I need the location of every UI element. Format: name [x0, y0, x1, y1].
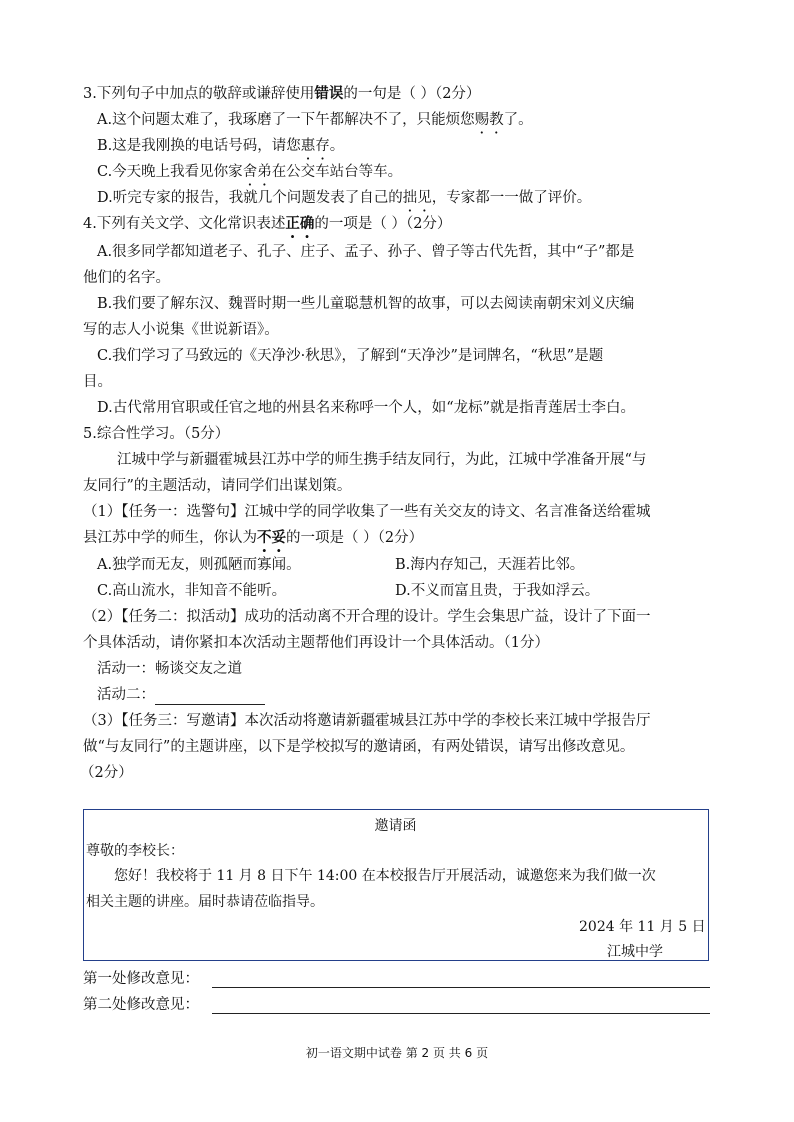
letter-signature: 江城中学: [607, 944, 663, 960]
letter-salutation: 尊敬的李校长：: [86, 843, 184, 859]
q4-stem: 4.下列有关文学、文化常识表述正确的一项是（ ）（2分）: [83, 215, 452, 232]
q5-task2-line2: 个具体活动，请你紧扣本次活动主题帮他们再设计一个具体活动。（1分）: [83, 635, 549, 651]
revision-second-label: 第二处修改意见：: [83, 997, 199, 1013]
q5-activity1: 活动一：畅谈交友之道: [97, 661, 242, 677]
q4-option-c-line2: 目。: [83, 374, 112, 390]
invitation-letter: [83, 809, 709, 961]
q5-activity2: 活动二：: [97, 685, 265, 705]
q5-task1-line1: （1）【任务一：选警句】江城中学的同学收集了一些有关交友的诗文、名言准备送给霍城: [83, 504, 651, 520]
q5-option-b: B.海内存知己，天涯若比邻。: [395, 557, 585, 573]
q5-option-d: D.不义而富且贵，于我如浮云。: [395, 583, 600, 599]
letter-title: 邀请函: [374, 818, 417, 834]
letter-body-line1: 您好！我校将于 11 月 8 日下午 14:00 在本校报告厅开展活动，诚邀您来为我们做一次: [114, 868, 656, 884]
q3-option-a: A.这个问题太难了，我琢磨了一下午都解决不了，只能烦您赐教了。: [97, 112, 533, 128]
q5-task1-line2: 县江苏中学的师生，你认为不妥的一项是（ ）（2分）: [83, 529, 424, 546]
q5-intro-line2: 友同行”的主题活动，请同学们出谋划策。: [83, 478, 352, 494]
revision-first-answer-line[interactable]: [212, 987, 710, 988]
activity2-answer-blank[interactable]: [155, 688, 265, 705]
q4-option-b-line1: B.我们要了解东汉、魏晋时期一些儿童聪慧机智的故事，可以去阅读南朝宋刘义庆编: [97, 296, 635, 312]
page-footer: 初一语文期中试卷 第 2 页 共 6 页: [305, 1046, 489, 1060]
q4-option-a-line2: 他们的名字。: [83, 270, 170, 286]
q5-task3-line1: （3）【任务三：写邀请】本次活动将邀请新疆霍城县江苏中学的李校长来江城中学报告厅: [83, 713, 651, 729]
q4-option-d: D.古代常用官职或任官之地的州县名来称呼一个人，如“龙标”就是指青莲居士李白。: [97, 400, 636, 416]
revision-first-label: 第一处修改意见：: [83, 971, 199, 987]
q5-option-c: C.高山流水，非知音不能听。: [97, 583, 287, 599]
q3-stem: 3.下列句子中加点的敬辞或谦辞使用错误的一句是（ ）（2分）: [83, 85, 481, 102]
q3-emphasis: 错误: [314, 85, 344, 102]
q4-option-a-line1: A.很多同学都知道老子、孔子、庄子、孟子、孙子、曾子等古代先哲，其中“子”都是: [97, 244, 635, 260]
revision-second-answer-line[interactable]: [212, 1013, 710, 1014]
q5-task3-line3: （2分）: [80, 765, 133, 781]
q3-option-d: D.听完专家的报告，我就几个问题发表了自己的拙见，专家都一一做了评价。: [97, 190, 592, 206]
q3-option-c: C.今天晚上我看见你家舍弟在公交车站台等车。: [97, 164, 403, 180]
q5-title: 5.综合性学习。（5分）: [83, 426, 230, 442]
q5-task2-line1: （2）【任务二：拟活动】成功的活动离不开合理的设计。学生会集思广益，设计了下面一: [83, 609, 651, 625]
letter-body-line2: 相关主题的讲座。届时恭请莅临指导。: [86, 894, 324, 910]
letter-date: 2024 年 11 月 5 日: [579, 919, 706, 935]
q3-option-b: B.这是我刚换的电话号码，请您惠存。: [97, 138, 345, 154]
q5-intro-line1: 江城中学与新疆霍城县江苏中学的师生携手结友同行，为此，江城中学准备开展“与: [117, 452, 647, 468]
q5-task3-line2: 做“与友同行”的主题讲座，以下是学校拟写的邀请函，有两处错误，请写出修改意见。: [83, 739, 635, 755]
q5-option-a: A.独学而无友，则孤陋而寡闻。: [97, 557, 301, 573]
q4-option-b-line2: 写的志人小说集《世说新语》。: [83, 322, 279, 338]
q4-option-c-line1: C.我们学习了马致远的《天净沙·秋思》，了解到“天净沙”是词牌名，“秋思”是题: [97, 348, 604, 364]
